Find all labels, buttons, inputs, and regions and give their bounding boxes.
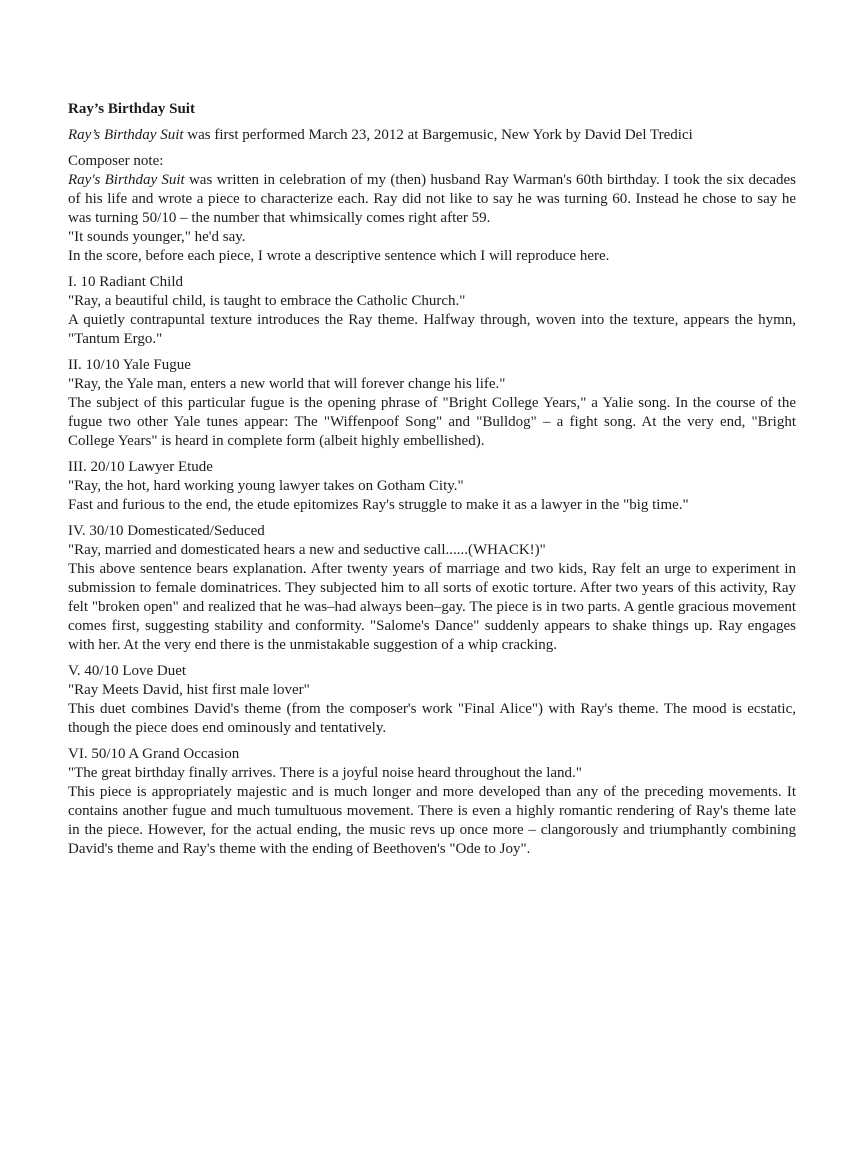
work-title-italic: Ray's Birthday Suit bbox=[68, 172, 185, 188]
movement-quote: "The great birthday finally arrives. There is a joyful noise heard throughout the land." bbox=[68, 765, 582, 781]
movement-section-5 bbox=[68, 662, 796, 738]
movement-heading: III. 20/10 Lawyer Etude bbox=[68, 459, 213, 475]
movement-section-3 bbox=[68, 458, 796, 515]
movement-description: This duet combines David's theme (from the composer's work "Final Alice") with Ray's theme. The mood is ecstatic, though the piece does end ominously and tentatively. bbox=[68, 701, 796, 736]
movement-description: A quietly contrapuntal texture introduces the Ray theme. Halfway through, woven into the texture, appears the hymn, "Tantum Ergo." bbox=[68, 312, 796, 347]
composer-note-label: Composer note: bbox=[68, 153, 164, 169]
work-title-italic: Ray’s Birthday Suit bbox=[68, 127, 184, 143]
movement-section-1 bbox=[68, 273, 796, 349]
composer-note-section bbox=[68, 152, 796, 266]
movement-description: This piece is appropriately majestic and is much longer and more developed than any of the preceding movements. It contains another fugue and much tumultuous movement. There is even a highly romantic rendering of Ray's theme late in the piece. However, for the actual ending, the music revs up once more – clangorously and triumphantly combining David's theme and Ray's theme with the ending of Beethoven's "Ode to Joy". bbox=[68, 784, 796, 857]
movement-heading: II. 10/10 Yale Fugue bbox=[68, 357, 191, 373]
composer-note-body: was written in celebration of my (then) husband Ray Warman's 60th birthday. I took the six decades of his life and wrote a piece to characterize each. Ray did not like to say he was turning 60. Instead he chose to say he was turning 50/10 – the number that whimsically comes right after 59. bbox=[68, 172, 796, 226]
composer-note-score-line: In the score, before each piece, I wrote a descriptive sentence which I will reproduce here. bbox=[68, 248, 610, 264]
movement-quote: "Ray, the hot, hard working young lawyer takes on Gotham City." bbox=[68, 478, 464, 494]
movement-section-6 bbox=[68, 745, 796, 859]
document-title: Ray’s Birthday Suit bbox=[68, 101, 195, 117]
movement-quote: "Ray, married and domesticated hears a new and seductive call......(WHACK!)" bbox=[68, 542, 546, 558]
premiere-text: was first performed March 23, 2012 at Bargemusic, New York by David Del Tredici bbox=[183, 127, 693, 143]
movement-section-4 bbox=[68, 522, 796, 655]
movement-description: The subject of this particular fugue is the opening phrase of "Bright College Years," a Yalie song. In the course of the fugue two other Yale tunes appear: The "Wiffenpoof Song" and "Bulldog" – a fight song. At the very end, "Bright College Years" is heard in complete form (albeit highly embellished). bbox=[68, 395, 796, 449]
movement-heading: IV. 30/10 Domesticated/Seduced bbox=[68, 523, 265, 539]
composer-note-quote: "It sounds younger," he'd say. bbox=[68, 229, 246, 245]
premiere-line bbox=[68, 126, 796, 145]
movement-heading: V. 40/10 Love Duet bbox=[68, 663, 187, 679]
movement-section-2 bbox=[68, 356, 796, 451]
movement-heading: I. 10 Radiant Child bbox=[68, 274, 183, 290]
movement-quote: "Ray, a beautiful child, is taught to embrace the Catholic Church." bbox=[68, 293, 466, 309]
movement-quote: "Ray Meets David, hist first male lover" bbox=[68, 682, 310, 698]
movement-heading: VI. 50/10 A Grand Occasion bbox=[68, 746, 240, 762]
movement-description: This above sentence bears explanation. After twenty years of marriage and two kids, Ray felt an urge to experiment in submission to female dominatrices. They subjected him to all sorts of exotic torture. After two years of this activity, Ray felt "broken open" and realized that he was–had always been–gay. The piece is in two parts. A gentle gracious movement comes first, suggesting stability and conformity. "Salome's Dance" suddenly appears to shake things up. Ray engages with her. At the very end there is the unmistakable suggestion of a whip cracking. bbox=[68, 561, 796, 653]
movement-description: Fast and furious to the end, the etude epitomizes Ray's struggle to make it as a lawyer in the "big time." bbox=[68, 497, 689, 513]
movement-quote: "Ray, the Yale man, enters a new world that will forever change his life." bbox=[68, 376, 506, 392]
composer-note-paragraph bbox=[68, 171, 796, 228]
